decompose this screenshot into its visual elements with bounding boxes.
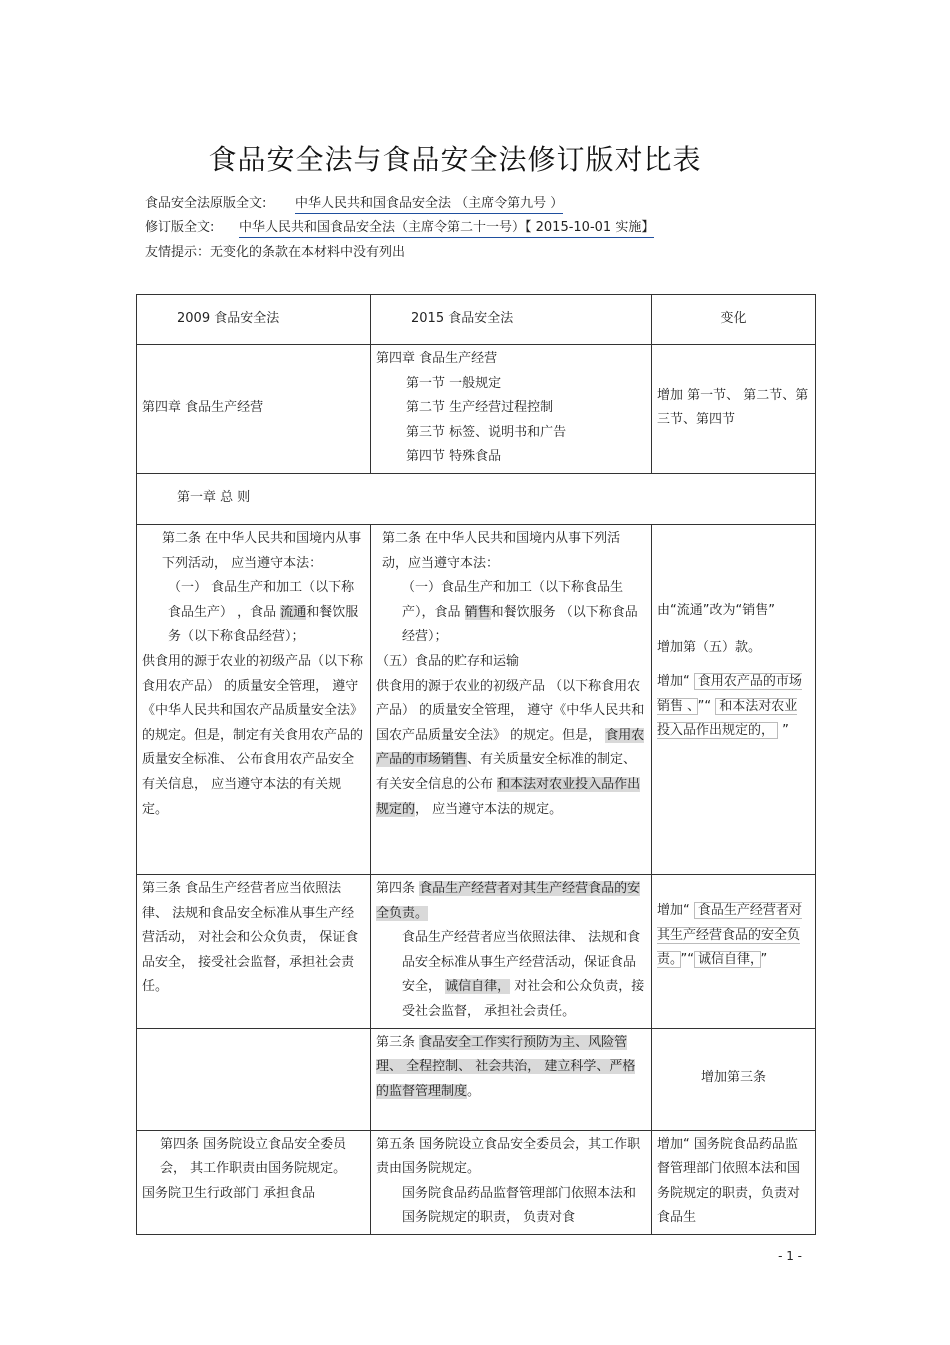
section-line: 第四节 特殊食品 <box>406 449 502 465</box>
table-row <box>137 1130 816 1234</box>
table-row <box>137 1028 816 1130</box>
tip-line: 友情提示：无变化的条款在本材料中没有列出 <box>145 245 406 260</box>
comparison-table <box>136 294 816 1235</box>
change-cell: 增加 第一节、 第二节、第三节、第四节 <box>652 345 816 474</box>
old-cell: 第四章 食品生产经营 <box>137 345 371 474</box>
chapter-title: 第一章 总 则 <box>137 473 816 524</box>
revised-law-line <box>145 219 654 237</box>
revised-law-link[interactable]: 中华人民共和国食品安全法（主席令第二十一号）【 2015-10-01 实施】 <box>239 220 654 238</box>
article-text: 第五条 国务院设立食品安全委员会，其工作职责由国务院规定。 <box>376 1136 641 1177</box>
old-cell: 第三条 食品生产经营者应当依照法律、 法规和食品安全标准从事生产经营活动， 对社会和公众负责， 保证食品安全， 接受社会监督，承担社会责任。 <box>137 874 371 1028</box>
page-title: 食品安全法与食品安全法修订版对比表 <box>208 143 702 176</box>
highlight: 食用农产品的市场销售 <box>376 727 645 768</box>
highlight: 食品安全工作实行预防为主、风险管理、 全程控制、 社会共治， 建立科学、严格的监督管理制度 <box>376 1034 636 1099</box>
chapter-row <box>137 473 816 524</box>
change-text: 增加“ 食用农产品的市场销售 、 ”“ 和本法对农业投入品作出规定的， ” <box>657 674 802 739</box>
boxed-text: 和本法对农业投入品作出规定的， <box>657 698 798 739</box>
old-cell <box>137 1130 371 1234</box>
header-row <box>137 295 816 345</box>
new-cell <box>371 345 652 474</box>
revised-law-label: 修订版全文: <box>145 220 215 235</box>
table-row <box>137 524 816 874</box>
old-cell <box>137 524 371 874</box>
article-text: 国务院食品药品监督管理部门依照本法和国务院规定的职责， 负责对食 <box>402 1185 637 1226</box>
new-cell <box>371 1130 652 1234</box>
article-text: 第二条 在中华人民共和国境内从事下列活动， 应当遵守本法： <box>162 530 362 571</box>
change-cell: 增加第三条 <box>652 1028 816 1130</box>
highlight: 诚信自律， <box>445 979 511 995</box>
change-cell: 增加“ 食品生产经营者对其生产经营食品的安全负责。 ”“ 诚信自律， ” <box>652 874 816 1028</box>
article-text: 供食用的源于农业的初级产品 （以下称食用农产品） 的质量安全管理， 遵守《中华人民共和国农产品质量安全法》 的规定。但是， 食用农产品的市场销售、有关质量安全标准的制定、 有关安全信息的公布 和本法对农业投入品作出规定的， 应当遵守本法的规定。 <box>376 678 645 817</box>
section-line: 第一节 一般规定 <box>406 375 502 391</box>
chapter-heading: 第四章 食品生产经营 <box>376 351 498 366</box>
highlight: 和本法对农业投入品作出规定的 <box>376 776 641 817</box>
section-line: 第二节 生产经营过程控制 <box>406 400 554 416</box>
original-law-link[interactable]: 中华人民共和国食品安全法 （主席令第九号 ） <box>295 196 563 214</box>
new-cell <box>371 874 652 1028</box>
change-cell <box>652 524 816 874</box>
article-text: 国务院卫生行政部门 承担食品 <box>142 1185 316 1201</box>
old-cell <box>137 1028 371 1130</box>
article-text: （五）食品的贮存和运输 <box>376 653 520 669</box>
highlight: 食品生产经营者对其生产经营食品的安全负责。 <box>376 880 641 921</box>
page-number: - 1 - <box>778 1249 802 1263</box>
article-text: 食品生产经营者应当依照法律、 法规和食品安全标准从事生产经营活动，保证食品安全， 诚信自律， 对社会和公众负责，接受社会监督， 承担社会责任。 <box>402 930 645 1019</box>
boxed-text: 诚信自律， <box>694 951 761 968</box>
article-text: （一） 食品生产和加工（以下称食品生产） ，食品 流通和餐饮服务（以下称食品经营）； <box>168 580 359 645</box>
section-line: 第三节 标签、说明书和广告 <box>406 424 567 440</box>
change-cell: 增加“ 国务院食品药品监督管理部门依照本法和国务院规定的职责，负责对食品生 <box>652 1130 816 1234</box>
new-cell <box>371 524 652 874</box>
original-law-label: 食品安全法原版全文: <box>145 196 267 211</box>
table-row <box>137 874 816 1028</box>
boxed-text: 食用农产品的市场销售 、 <box>657 674 802 714</box>
article-text: （一）食品生产和加工（以下称食品生产），食品 销售和餐饮服务 （以下称食品经营）； <box>402 580 638 645</box>
article-text: 第二条 在中华人民共和国境内从事下列活动，应当遵守本法： <box>382 530 621 571</box>
highlight: 销售 <box>464 604 491 620</box>
change-text: 增加第（五）款。 <box>657 639 762 655</box>
boxed-text: 食品生产经营者对其生产经营食品的安全负责。 <box>657 902 802 968</box>
header-2015: 2015 食品安全法 <box>371 295 652 345</box>
change-text: 由“流通”改为“销售” <box>657 602 775 618</box>
article-text: 供食用的源于农业的初级产品（以下称食用农产品） 的质量安全管理， 遵守《中华人民共和国农产品质量安全法》 的规定。但是，制定有关食用农产品的质量安全标准、 公布食用农产品安全有关信息， 应当遵守本法的有关规定。 <box>142 653 364 817</box>
header-change: 变化 <box>652 295 816 345</box>
table-row <box>137 345 816 474</box>
article-text: 第四条 食品生产经营者对其生产经营食品的安全负责。 <box>376 880 641 921</box>
header-2009: 2009 食品安全法 <box>137 295 371 345</box>
article-text: 第四条 国务院设立食品安全委员会， 其工作职责由国务院规定。 <box>160 1136 347 1177</box>
new-cell: 第三条 食品安全工作实行预防为主、风险管理、 全程控制、 社会共治， 建立科学、严格的监督管理制度。 <box>371 1028 652 1130</box>
original-law-line <box>145 195 563 213</box>
highlight: 流通 <box>280 604 307 620</box>
